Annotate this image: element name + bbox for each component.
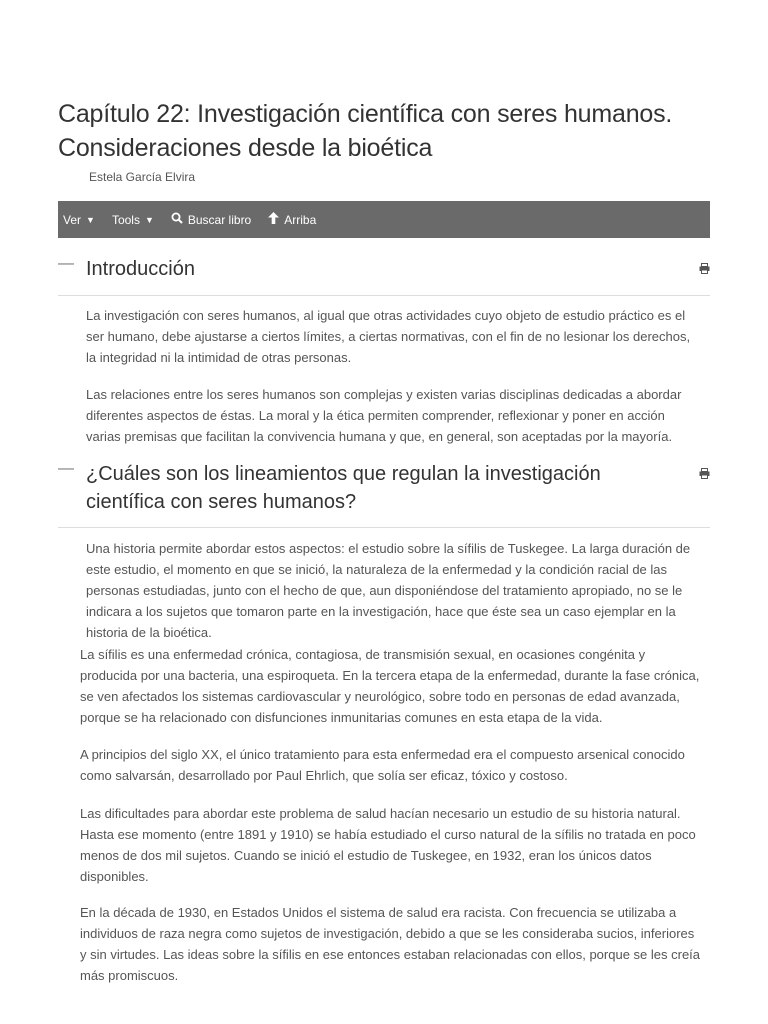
view-label: Ver [63,212,82,227]
caret-down-icon: ▼ [144,214,154,225]
search-icon [171,212,183,227]
tools-menu-button[interactable] [112,213,154,227]
paragraph: La sífilis es una enfermedad crónica, contagiosa, de transmisión sexual, en ocasiones congénita y producida por una bacteria, una espiroqueta. En la tercera etapa de la enfermedad, durante la fase crónica, se ven afectados los sistemas cardiovascular y neurológico, sobre todo en personas de edad avanzada, porque se ha relacionado con disfunciones inmunitarias comunes en esta etapa de la vida. [80,647,700,725]
collapse-icon[interactable]: — [58,460,74,477]
caret-down-icon: ▼ [86,214,95,225]
section-heading: Introducción [86,258,195,280]
view-menu-button[interactable] [63,213,95,227]
back-to-top-button[interactable] [268,212,316,227]
paragraph: En la década de 1930, en Estados Unidos el sistema de salud era racista. Con frecuencia se utilizaba a individuos de raza negra como sujetos de investigación, debido a que se les consideraba sucios, inferiores y sin virtudes. Las ideas sobre la sífilis en ese entonces estaban relacionadas con ellos, porque se les creía más promiscuos. [80,905,701,983]
search-book-button[interactable] [171,212,251,227]
back-to-top-label: Arriba [284,212,317,227]
book-toolbar [58,201,710,238]
paragraph: A principios del siglo XX, el único tratamiento para esta enfermedad era el compuesto arsenical conocido como salvarsán, desarrollado por Paul Ehrlich, que solía ser eficaz, tóxico y costoso. [80,747,685,783]
arrow-up-icon [268,212,279,227]
collapse-icon[interactable]: — [58,255,74,272]
section-header-lineamientos [58,460,710,528]
paragraph: Las dificultades para abordar este problema de salud hacían necesario un estudio de su historia natural. Hasta ese momento (entre 1891 y 1910) se había estudiado el curso natural de la sífilis no tratada en poco menos de dos mil sujetos. Cuando se inició el estudio de Tuskegee, en 1932, eran los únicos datos disponibles. [80,806,696,884]
paragraph: Una historia permite abordar estos aspectos: el estudio sobre la sífilis de Tuskegee. La larga duración de este estudio, el momento en que se inició, la naturaleza de la enfermedad y la condición racial de las personas estudiadas, junto con el hecho de que, aun disponiéndose del tratamiento apropiado, no se le indicara a los sujetos que tomaron parte en la investigación, hace que éste sea un caso ejemplar en la historia de la bioética. [86,541,691,640]
search-book-label: Buscar libro [187,212,252,227]
section-header-introduccion [58,255,710,296]
tools-label: Tools [111,212,140,227]
chapter-author: Estela García Elvira [89,170,196,184]
section-heading: ¿Cuáles son los lineamientos que regulan la investigación científica con seres humanos? [86,463,601,513]
paragraph: Las relaciones entre los seres humanos son complejas y existen varias disciplinas dedicadas a abordar diferentes aspectos de éstas. La moral y la ética permiten comprender, reflexionar y poner en acción varias premisas que facilitan la convivencia humana y que, en general, son aceptadas por la mayoría. [86,387,682,444]
paragraph: La investigación con seres humanos, al igual que otras actividades cuyo objeto de estudio práctico es el ser humano, debe ajustarse a ciertos límites, a ciertas normativas, con el fin de no lesionar los derechos, la integridad ni la intimidad de otras personas. [86,308,691,365]
chapter-title: Capítulo 22: Investigación científica con seres humanos. Consideraciones desde la bioética [58,100,673,162]
print-icon[interactable] [699,468,710,482]
print-icon[interactable] [699,263,710,277]
